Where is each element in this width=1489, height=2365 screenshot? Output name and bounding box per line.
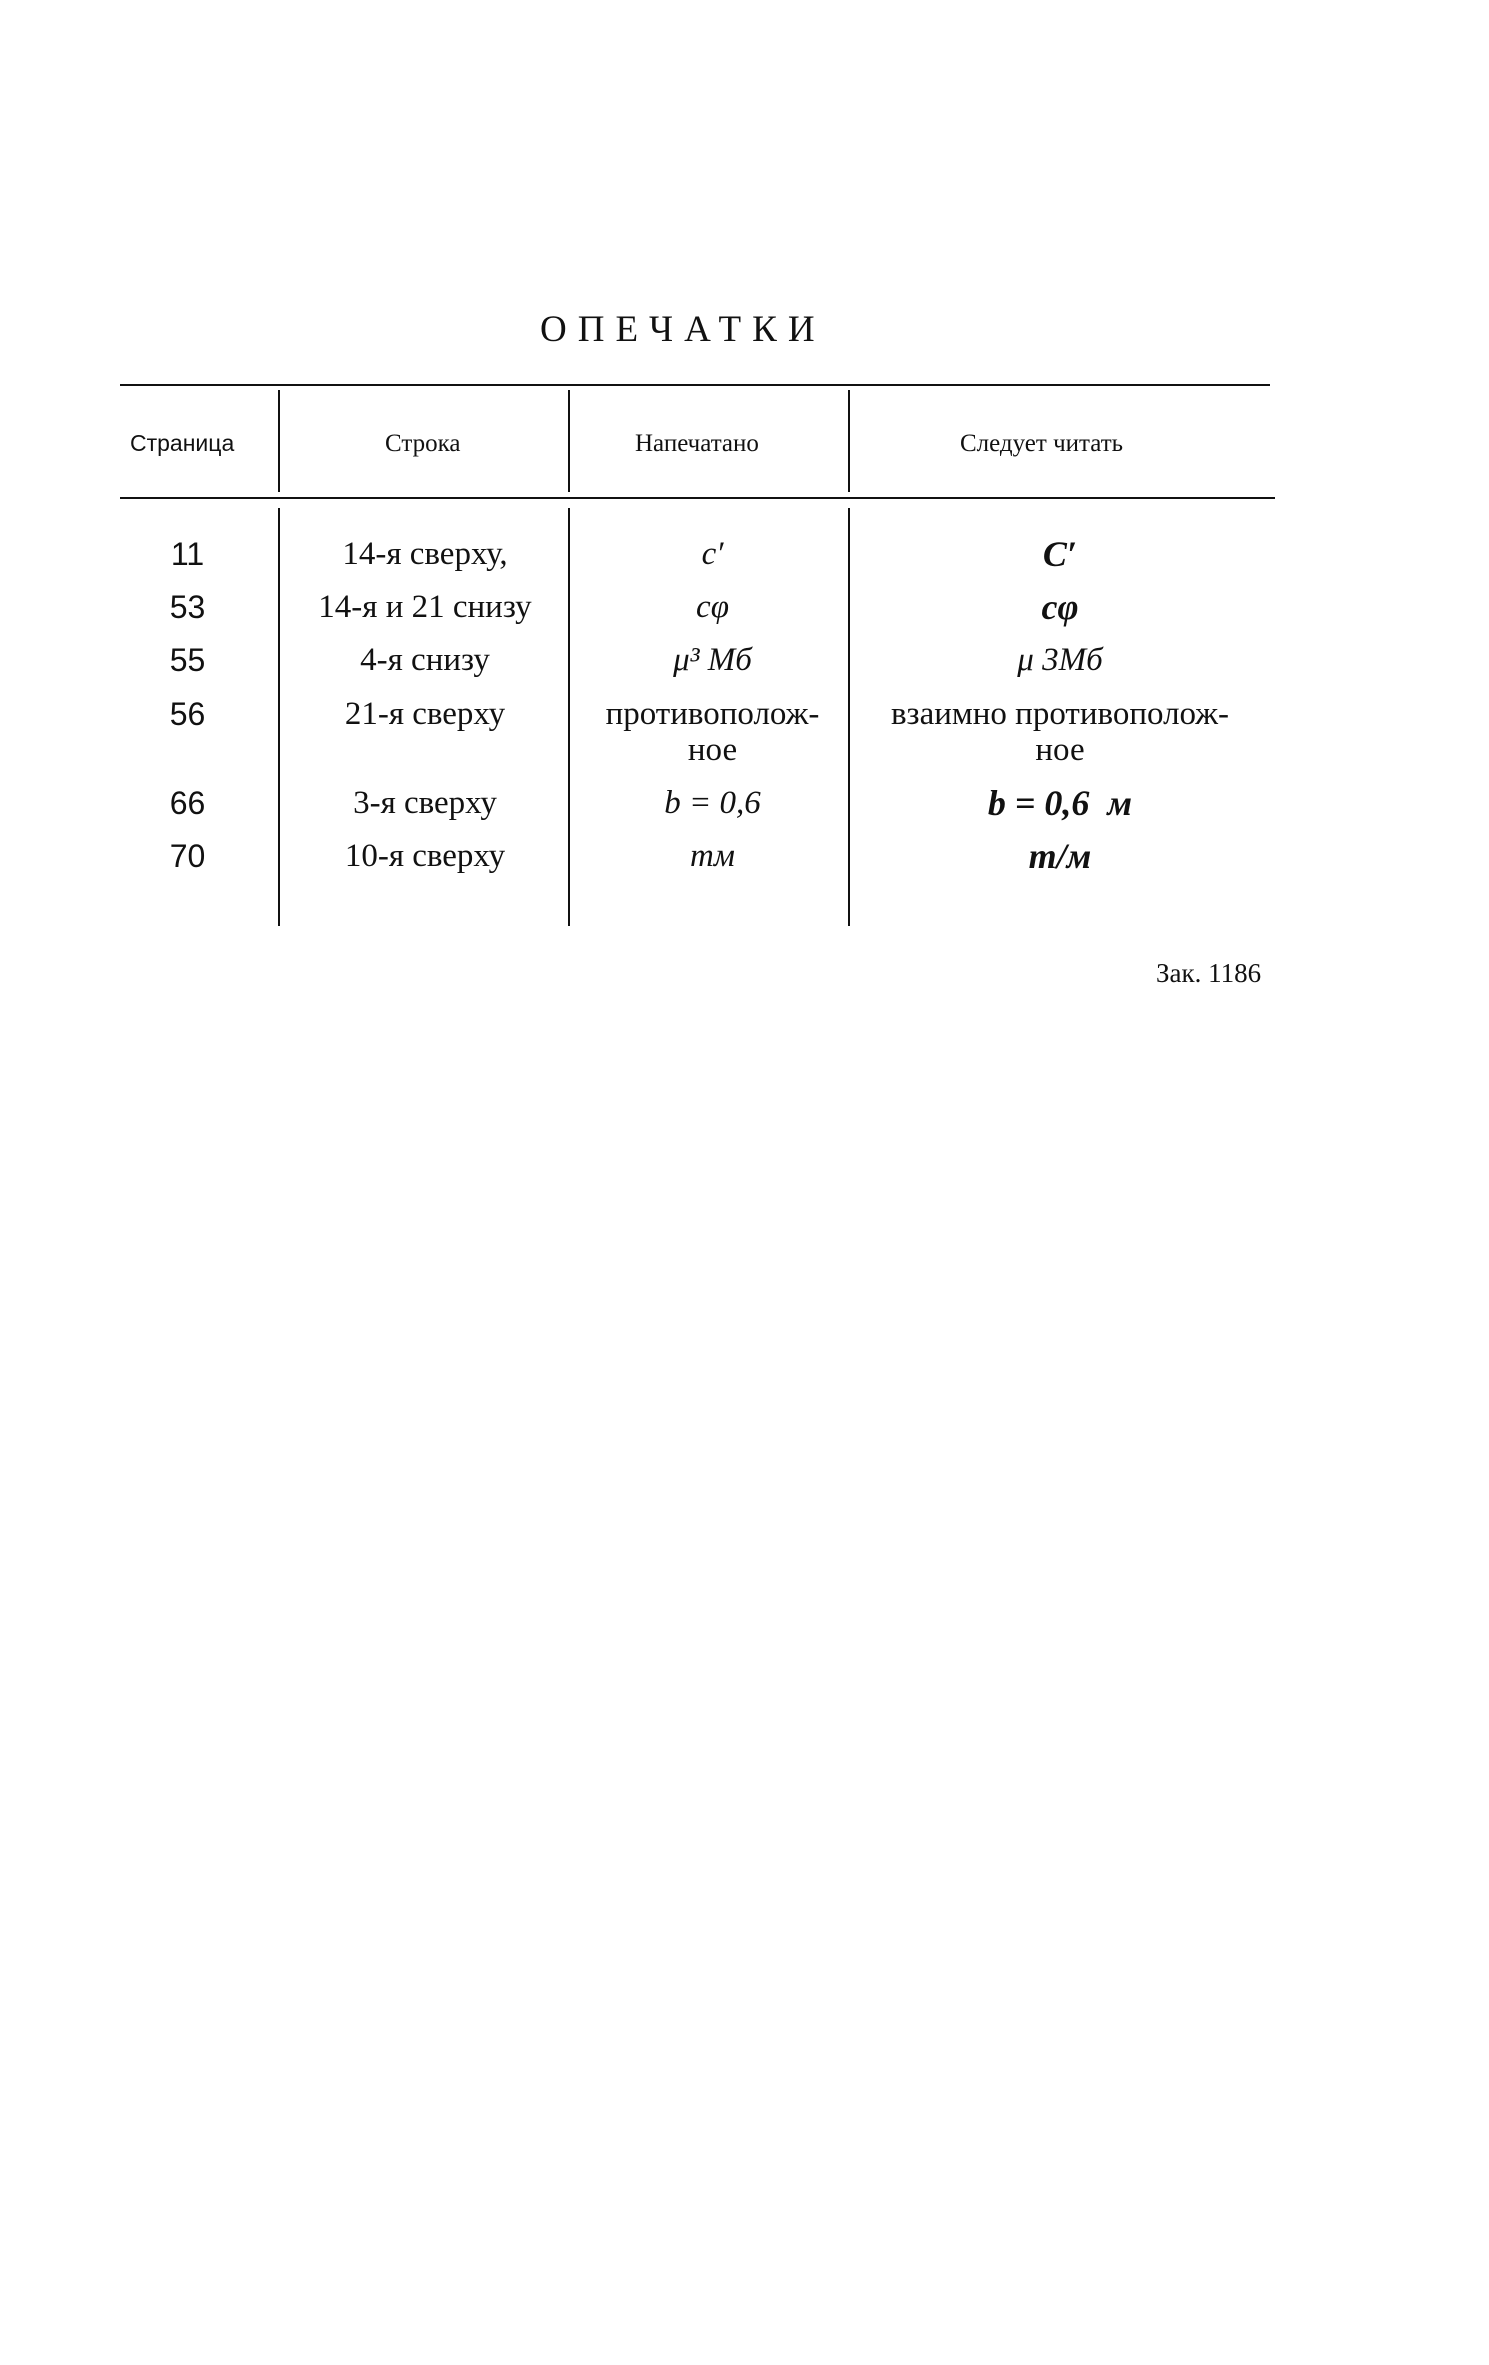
correct-text: μ 3Mб xyxy=(1017,642,1103,678)
line-ref: 21-я сверху xyxy=(344,696,506,732)
header-divider-3 xyxy=(848,390,850,492)
printed-text: cφ xyxy=(696,589,729,625)
page-number: 70 xyxy=(169,838,206,874)
page-number: 11 xyxy=(170,536,205,572)
line-ref: 14-я сверху, xyxy=(342,536,508,572)
correct-text: взаимно противополож- ное xyxy=(890,696,1230,768)
column-header-read-as: Следует читать xyxy=(960,430,1124,457)
correct-text: C′ xyxy=(1042,534,1078,574)
line-ref: 4-я снизу xyxy=(360,642,490,678)
printed-text: c′ xyxy=(701,536,724,572)
page-title: ОПЕЧАТКИ xyxy=(540,309,826,350)
header-divider-1 xyxy=(278,390,280,492)
page-number: 66 xyxy=(169,785,206,821)
printed-text: b = 0,6 xyxy=(664,785,761,821)
line-ref: 14-я и 21 снизу xyxy=(318,589,532,625)
page-number: 56 xyxy=(169,696,206,732)
top-rule xyxy=(120,384,1270,386)
printed-text: противополож- ное xyxy=(605,696,820,768)
header-divider-2 xyxy=(568,390,570,492)
correct-text: т/м xyxy=(1028,836,1092,876)
order-number: Зак. 1186 xyxy=(1156,958,1262,988)
correct-text: cφ xyxy=(1041,587,1079,627)
column-header-page: Страница xyxy=(130,430,235,456)
page-number: 53 xyxy=(169,589,206,625)
printed-text: тм xyxy=(690,838,735,874)
line-ref: 10-я сверху xyxy=(344,838,506,874)
printed-text: μ³ Mб xyxy=(673,642,752,678)
column-header-line: Строка xyxy=(385,430,461,457)
header-rule xyxy=(120,497,1275,499)
line-ref: 3-я сверху xyxy=(353,785,497,821)
correct-text: b = 0,6 м xyxy=(987,783,1133,823)
page-number: 55 xyxy=(169,642,206,678)
column-header-printed: Напечатано xyxy=(635,430,759,457)
